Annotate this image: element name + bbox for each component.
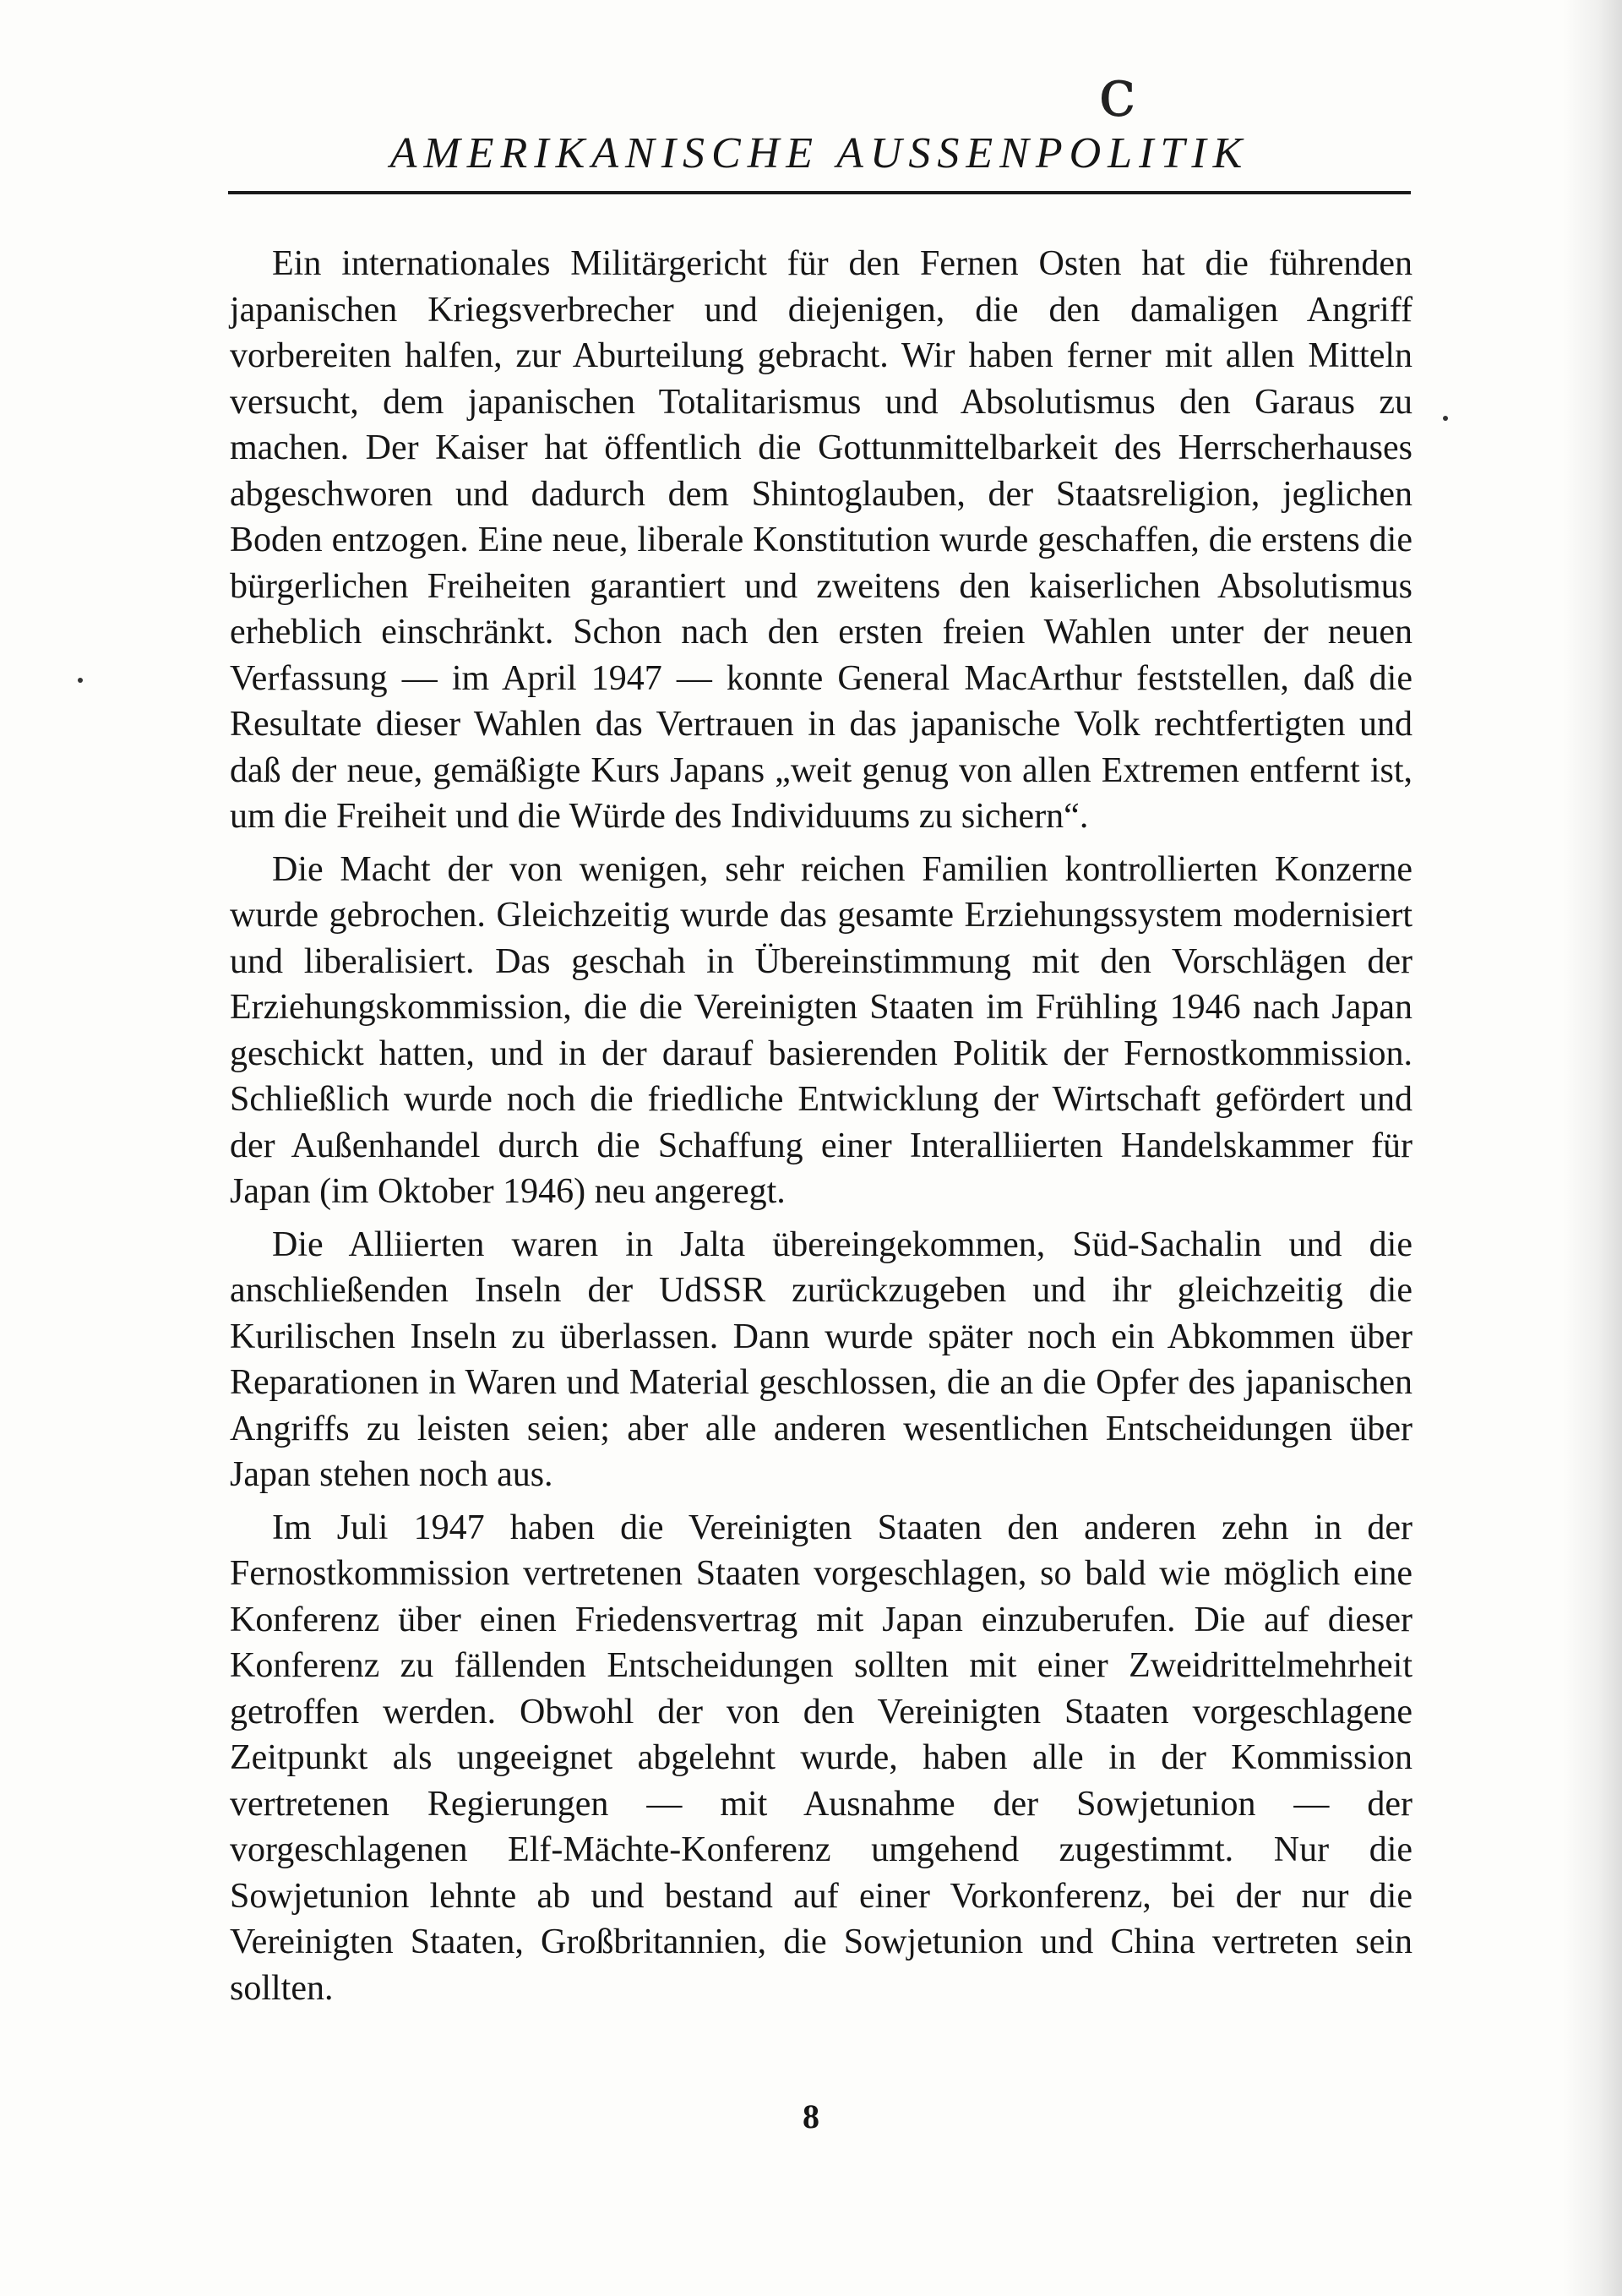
- scan-speck: [1443, 416, 1448, 421]
- body-text: [230, 241, 1412, 2018]
- handwritten-mark: c: [1098, 53, 1136, 132]
- page-number: 8: [803, 2097, 819, 2135]
- paragraph: Die Macht der von wenigen, sehr reichen Familien kontrollierten Konzerne wurde gebrochen. Gleichzeitig wurde das gesamte Erziehungssystem modernisiert und liberalisiert. Das geschah in Übereinstimmung mit den Vorschlägen der Erziehungskommission, die die Vereinigten Staaten im Frühling 1946 nach Japan geschickt hatten, und in der darauf basierenden Politik der Fernostkommission. Schließlich wurde noch die friedliche Entwicklung der Wirtschaft gefördert und der Außenhandel durch die Schaffung einer Interalliierten Handelskammer für Japan (im Oktober 1946) neu angeregt.: [230, 849, 1412, 1211]
- running-header-title: AMERIKANISCHE AUSSENPOLITIK: [389, 129, 1249, 177]
- running-header: [228, 127, 1411, 186]
- paragraph: Im Juli 1947 haben die Vereinigten Staaten den anderen zehn in der Fernostkommission vertretenen Staaten vorgeschlagen, so bald wie möglich eine Konferenz über einen Friedensvertrag mit Japan einzuberufen. Die auf dieser Konferenz zu fällenden Entscheidungen sollten mit einer Zweidrittelmehrheit getroffen werden. Obwohl der von den Vereinigten Staaten vorgeschlagene Zeitpunkt als ungeeignet abgelehnt wurde, haben alle in der Kommission vertretenen Regierungen — mit Ausnahme der Sowjetunion — der vorgeschlagenen Elf-Mächte-Konferenz umgehend zugestimmt. Nur die Sowjetunion lehnte ab und bestand auf einer Vorkonferenz, bei der nur die Vereinigten Staaten, Großbritannien, die Sowjetunion und China vertreten sein sollten.: [230, 1508, 1412, 2008]
- paragraph: Die Alliierten waren in Jalta übereingekommen, Süd-Sachalin und die anschließenden Inseln der UdSSR zurückzugeben und ihr gleichzeitig die Kurilischen Inseln zu überlassen. Dann wurde später noch ein Abkommen über Reparationen in Waren und Material geschlossen, die an die Opfer des japanischen Angriffs zu leisten seien; aber alle anderen wesentlichen Entscheidungen über Japan stehen noch aus.: [230, 1224, 1412, 1494]
- scan-edge-shadow: [1563, 0, 1622, 2296]
- header-rule: [228, 191, 1411, 194]
- paragraph: Ein internationales Militärgericht für den Fernen Osten hat die führenden japanischen Kriegsverbrecher und diejenigen, die den damaligen Angriff vorbereiten halfen, zur Aburteilung gebracht. Wir haben ferner mit allen Mitteln versucht, dem japanischen Totalitarismus und Absolutismus den Garaus zu machen. Der Kaiser hat öffentlich die Gottunmittelbarkeit des Herrscherhauses abgeschworen und dadurch dem Shintoglauben, der Staatsreligion, jeglichen Boden entzogen. Eine neue, liberale Konstitution wurde geschaffen, die erstens die bürgerlichen Freiheiten garantiert und zweitens den kaiserlichen Absolutismus erheblich einschränkt. Schon nach den ersten freien Wahlen unter der neuen Verfassung — im April 1947 — konnte General MacArthur feststellen, daß die Resultate dieser Wahlen das Vertrauen in das japanische Volk rechtfertigten und daß der neue, gemäßigte Kurs Japans „weit genug von allen Extremen entfernt ist, um die Freiheit und die Würde des Individuums zu sichern“.: [230, 244, 1412, 836]
- scan-speck: [78, 678, 83, 683]
